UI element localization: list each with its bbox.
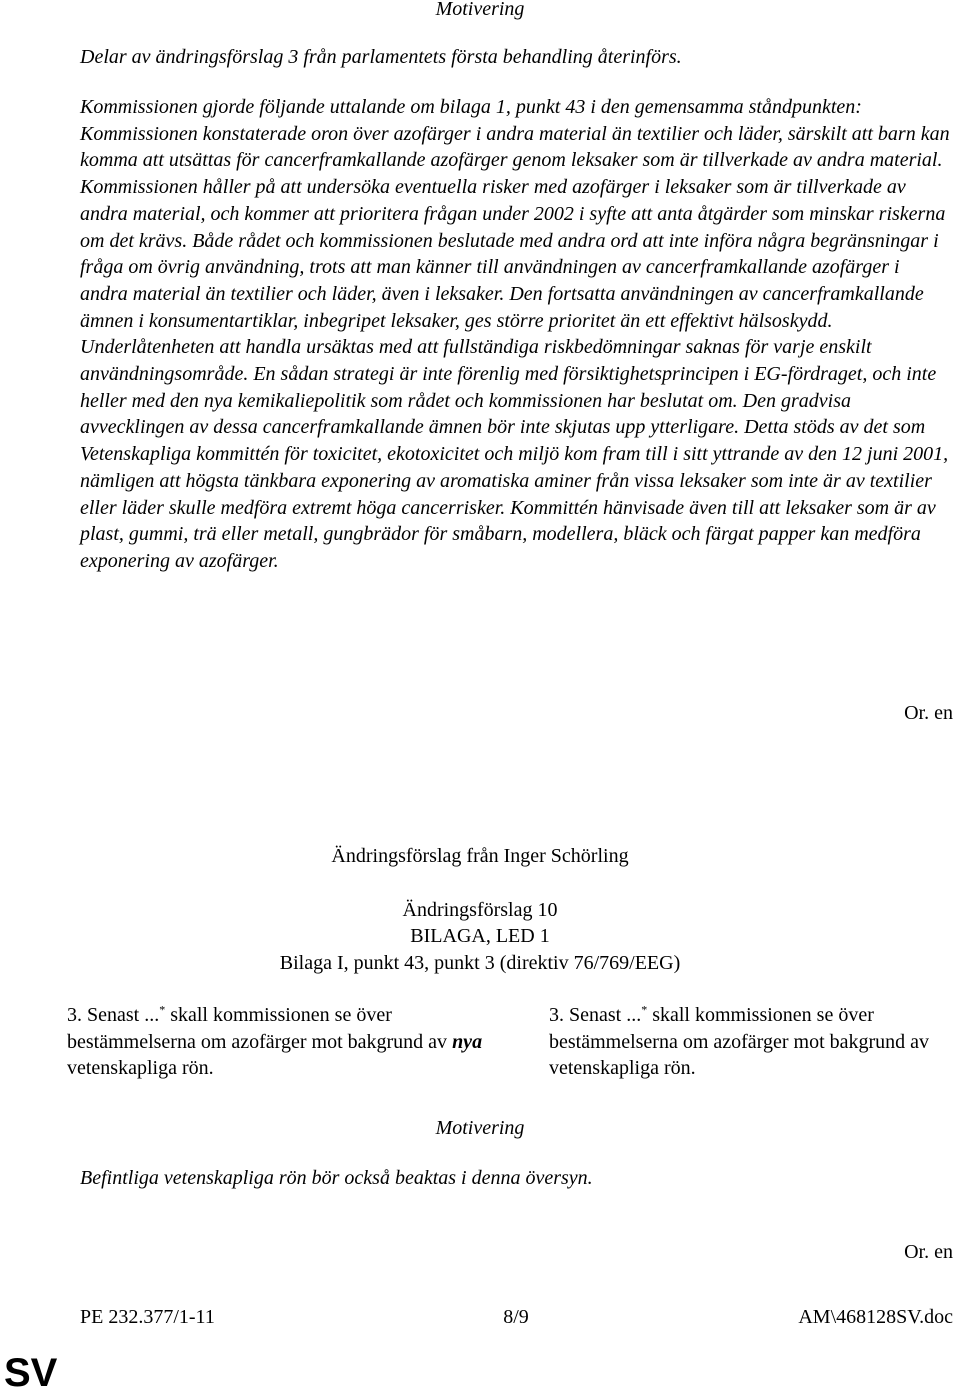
footnote-star: * (159, 1002, 166, 1017)
annex-heading: BILAGA, LED 1 (410, 925, 550, 947)
footer-page-number: 8/9 (503, 1306, 529, 1328)
amendment-number: Ändringsförslag 10 (402, 899, 558, 921)
heading-motivering-top: Motivering (435, 0, 525, 20)
reinstated-note: Delar av ändringsförslag 3 från parlamentets första behandling återinförs. (80, 46, 682, 68)
amended-word: nya (452, 1030, 483, 1053)
justification-sentence-5: En sådan strategi är inte förenlig med försiktighetsprincipen i EG-fördraget, och inte heller med den nya kemikaliepolitik som rådet och kommissionen har beslutat om. (80, 363, 937, 412)
footer-reference: PE 232.377/1-11 (80, 1306, 215, 1328)
footnote-star: * (641, 1002, 648, 1017)
language-code: SV (4, 1351, 58, 1395)
justification-sentence-3: Den fortsatta användningen av cancerframkallande ämnen i konsumentartiklar, inbegripet leksaker, ges större prioritet än ett effektivt hälsoskydd. (80, 282, 924, 332)
justification-sentence-7: Detta stöds av det som Vetenskapliga kommittén för toxicitet, ekotoxicitet och miljö kom fram till i sitt yttrande av den 12 juni 2001, nämligen att högsta tänkbara exponering av aromatiska aminer från vissa leksaker som inte är av textilier eller läder skulle medföra extremt höga cancerrisker. (80, 416, 949, 519)
original-language-2: Or. en (904, 1241, 953, 1263)
annex-reference: Bilaga I, punkt 43, punkt 3 (direktiv 76/769/EEG) (279, 952, 681, 974)
justification-sentence-1: Kommissionen håller på att undersöka eventuella risker med azofärger i leksaker som är tillverkade av andra material, och kommer att prioritera frågan under 2002 i syfte att anta åtgärder som minskar riskerna om det krävs. (80, 176, 946, 252)
commission-statement: Kommissionen gjorde följande uttalande om bilaga 1, punkt 43 i den gemensamma ståndpunkten: Kommissionen konstaterade oron över azofärger i andra material än textilier och läder, särskilt att barn kan komma att utsättas för cancerframkallande azofärger genom leksaker som är tillverkade av andra material. (80, 96, 950, 172)
justification-paragraph (80, 94, 950, 575)
amendment-text-column: 3. Senast ...* skall kommissionen se över bestämmelserna om azofärger mot bakgrund av vetenskapliga rön. (549, 1002, 930, 1079)
amendment-author: Ändringsförslag från Inger Schörling (331, 845, 629, 867)
justification-short: Befintliga vetenskapliga rön bör också beaktas i denna översyn. (80, 1167, 593, 1189)
original-language-1: Or. en (904, 702, 953, 724)
justification-sentence-4: Underlåtenheten att handla ursäktas med att fullständiga riskbedömningar saknas för varje enskilt användningsområde. (80, 336, 872, 386)
justification-sentence-6: Den gradvisa avvecklingen av dessa cancerframkallande ämnen bör inte skjutas upp ytterligare. (80, 389, 851, 439)
justification-sentence-2: Både rådet och kommissionen beslutade med andra ord att inte införa några begränsningar i fråga om övrig användning, trots att man känner till användningen av cancerframkallande azofärger i andra material än textilier och läder, även i leksaker. (80, 229, 939, 305)
footer-document-id: AM\468128SV.doc (798, 1306, 953, 1328)
council-text-column: 3. Senast ...* skall kommissionen se över bestämmelserna om azofärger mot bakgrund av nya vetenskapliga rön. (67, 1002, 483, 1079)
heading-motivering-bottom: Motivering (435, 1117, 525, 1139)
justification-sentence-8: Kommittén hänvisade även till att leksaker som är av plast, gummi, trä eller metall, gungbrädor för småbarn, modellera, bläck och färgat papper kan medföra exponering av azofärger. (80, 496, 936, 572)
